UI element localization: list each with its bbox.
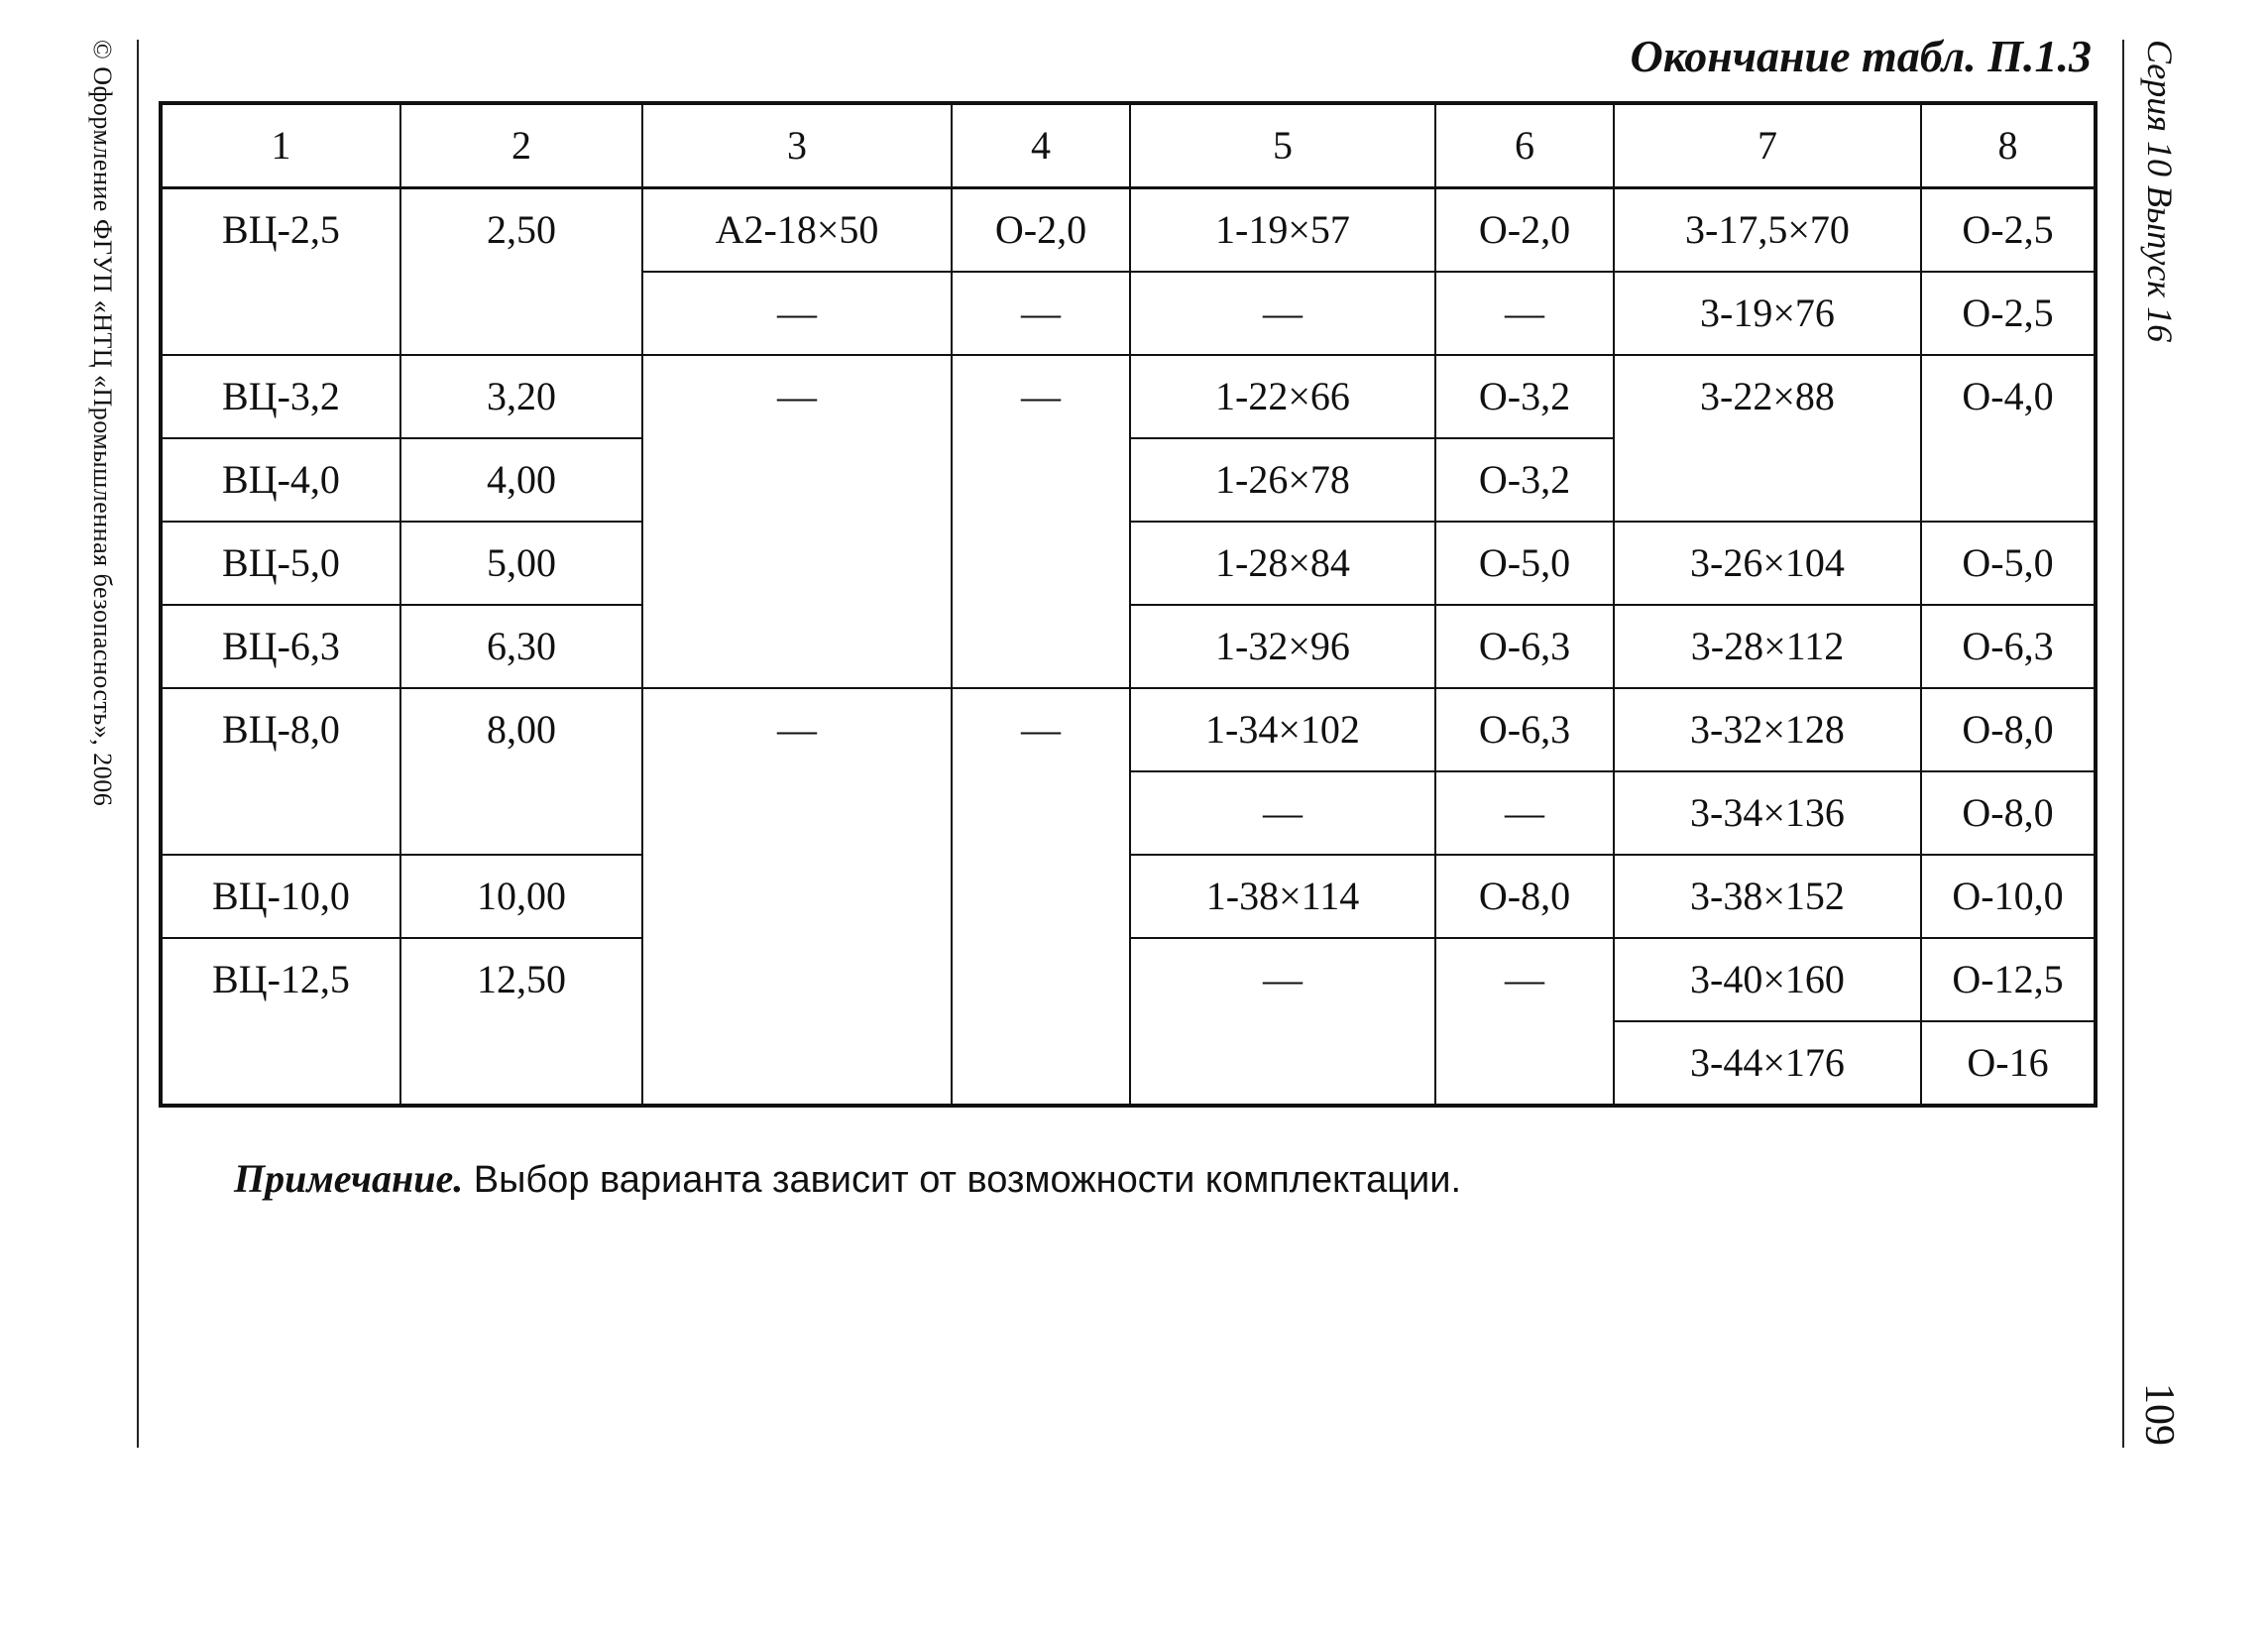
series-issue-label: Серия 10 Выпуск 16 [2140,40,2180,343]
table-row [161,355,2096,438]
table-cell: 3-38×152 [1614,855,1921,938]
column-header: 5 [1130,103,1435,188]
note-text: Выбор варианта зависит от возможности комплектации. [463,1159,1462,1201]
table-cell: ВЦ-3,2 [161,355,400,438]
table-cell: 1-34×102 [1130,688,1435,771]
table-cell: О-2,5 [1921,272,2096,355]
table-cell: — [952,272,1130,355]
column-header: 3 [642,103,952,188]
table-cell: — [1130,272,1435,355]
table-cell: О-8,0 [1921,771,2096,855]
table-cell: 5,00 [400,522,642,605]
copyright-margin-text: © Оформление ФГУП «НТЦ «Промышленная безопасность», 2006 [88,40,117,807]
table-cell: — [1435,272,1614,355]
table-cell: — [952,355,1130,688]
table-cell: 1-26×78 [1130,438,1435,522]
table-cell: ВЦ-5,0 [161,522,400,605]
table-cell: — [642,272,952,355]
table-cell: О-2,0 [1435,188,1614,273]
table-cell: О-8,0 [1921,688,2096,771]
table-cell: — [642,355,952,688]
table-cell: О-3,2 [1435,355,1614,438]
table-cell: — [952,688,1130,1106]
table-cell: — [1435,938,1614,1106]
column-header: 6 [1435,103,1614,188]
table-cell: 1-19×57 [1130,188,1435,273]
table-cell: — [1130,771,1435,855]
table-cell: О-12,5 [1921,938,2096,1021]
note-label: Примечание. [234,1156,464,1201]
table-row [161,688,2096,771]
data-table [159,101,2098,1108]
table-cell: 3-17,5×70 [1614,188,1921,273]
table-caption: Окончание табл. П.1.3 [1630,31,2092,81]
table-cell: 1-38×114 [1130,855,1435,938]
table-cell: О-2,5 [1921,188,2096,273]
table-cell: ВЦ-12,5 [161,938,400,1106]
table-cell: 1-32×96 [1130,605,1435,688]
left-margin-rule [137,40,139,1448]
table-cell: 1-28×84 [1130,522,1435,605]
table-cell: 10,00 [400,855,642,938]
table-cell: 4,00 [400,438,642,522]
table-cell: ВЦ-6,3 [161,605,400,688]
table-cell: О-10,0 [1921,855,2096,938]
table-cell: О-4,0 [1921,355,2096,522]
table-cell: 3-40×160 [1614,938,1921,1021]
table-cell: О-6,3 [1435,605,1614,688]
table-cell: 1-22×66 [1130,355,1435,438]
table-cell: А2-18×50 [642,188,952,273]
table-cell: 3-32×128 [1614,688,1921,771]
table-cell: 2,50 [400,188,642,356]
page-number: 109 [2136,1383,2182,1446]
table-cell: ВЦ-2,5 [161,188,400,356]
table-cell: О-5,0 [1435,522,1614,605]
table-cell: 3-44×176 [1614,1021,1921,1106]
table-cell: 3-26×104 [1614,522,1921,605]
table-cell: О-6,3 [1435,688,1614,771]
column-header: 8 [1921,103,2096,188]
table-cell: 8,00 [400,688,642,855]
table-cell: 3-28×112 [1614,605,1921,688]
table-cell: ВЦ-10,0 [161,855,400,938]
right-margin-rule [2122,40,2124,1448]
column-header: 7 [1614,103,1921,188]
table-cell: — [1130,938,1435,1106]
table-cell: 3-22×88 [1614,355,1921,522]
table-cell: О-2,0 [952,188,1130,273]
table-header-row [161,103,2096,188]
column-header: 1 [161,103,400,188]
table-cell: 6,30 [400,605,642,688]
column-header: 2 [400,103,642,188]
column-header: 4 [952,103,1130,188]
table-cell: О-8,0 [1435,855,1614,938]
table-cell: О-5,0 [1921,522,2096,605]
table-cell: О-16 [1921,1021,2096,1106]
table-cell: — [1435,771,1614,855]
table-cell: — [642,688,952,1106]
table-cell: ВЦ-4,0 [161,438,400,522]
table-cell: 3-19×76 [1614,272,1921,355]
table-cell: 3-34×136 [1614,771,1921,855]
table-cell: 3,20 [400,355,642,438]
table-cell: О-6,3 [1921,605,2096,688]
table-cell: ВЦ-8,0 [161,688,400,855]
table-cell: О-3,2 [1435,438,1614,522]
table-row [161,188,2096,273]
table-cell: 12,50 [400,938,642,1106]
table-note [234,1155,1461,1202]
